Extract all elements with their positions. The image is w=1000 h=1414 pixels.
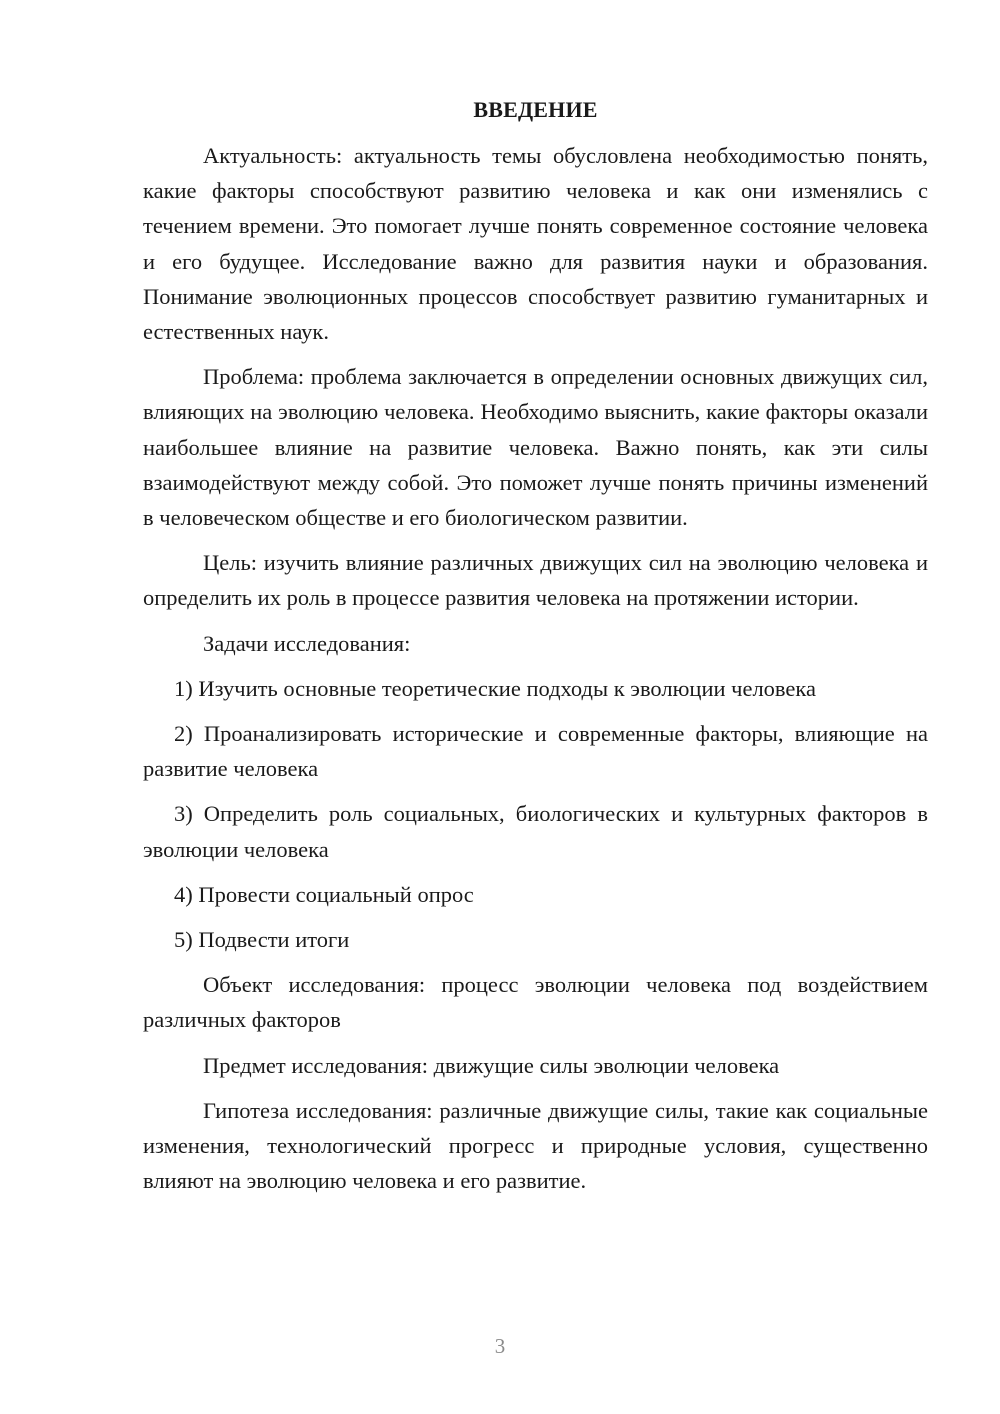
task-item: 2) Проанализировать исторические и современные факторы, влияющие на развитие человека xyxy=(143,721,928,782)
subject-paragraph: Предмет исследования: движущие силы эволюции человека xyxy=(203,1052,780,1078)
document-body xyxy=(143,94,928,1208)
task-item: 1) Изучить основные теоретические подходы к эволюции человека xyxy=(174,675,816,701)
section-heading: ВВЕДЕНИЕ xyxy=(473,97,598,122)
relevance-paragraph: Актуальность: актуальность темы обусловлена необходимостью понять, какие факторы способствуют развитию человека и как они изменялись с течением времени. Это помогает лучше понять современное состояние человека и его будущее. Исследование важно для развития науки и образования. Понимание эволюционных процессов способствует развитию гуманитарных и естественных наук. xyxy=(143,143,928,345)
task-item: 3) Определить роль социальных, биологических и культурных факторов в эволюции человека xyxy=(143,801,928,862)
tasks-heading: Задачи исследования: xyxy=(203,630,411,656)
hypothesis-paragraph: Гипотеза исследования: различные движущие силы, такие как социальные изменения, технологический прогресс и природные условия, существенно влияют на эволюцию человека и его развитие. xyxy=(143,1097,928,1194)
task-item: 5) Подвести итоги xyxy=(174,927,350,953)
goal-paragraph: Цель: изучить влияние различных движущих сил на эволюцию человека и определить их роль в процессе развития человека на протяжении истории. xyxy=(143,550,928,611)
problem-paragraph: Проблема: проблема заключается в определении основных движущих сил, влияющих на эволюцию человека. Необходимо выяснить, какие факторы оказали наибольшее влияние на развитие человека. Важно понять, как эти силы взаимодействуют между собой. Это поможет лучше понять причины изменений в человеческом обществе и его биологическом развитии. xyxy=(143,364,928,531)
object-paragraph: Объект исследования: процесс эволюции человека под воздействием различных факторов xyxy=(143,972,928,1033)
page-number: 3 xyxy=(494,1334,506,1358)
task-item: 4) Провести социальный опрос xyxy=(174,881,474,907)
